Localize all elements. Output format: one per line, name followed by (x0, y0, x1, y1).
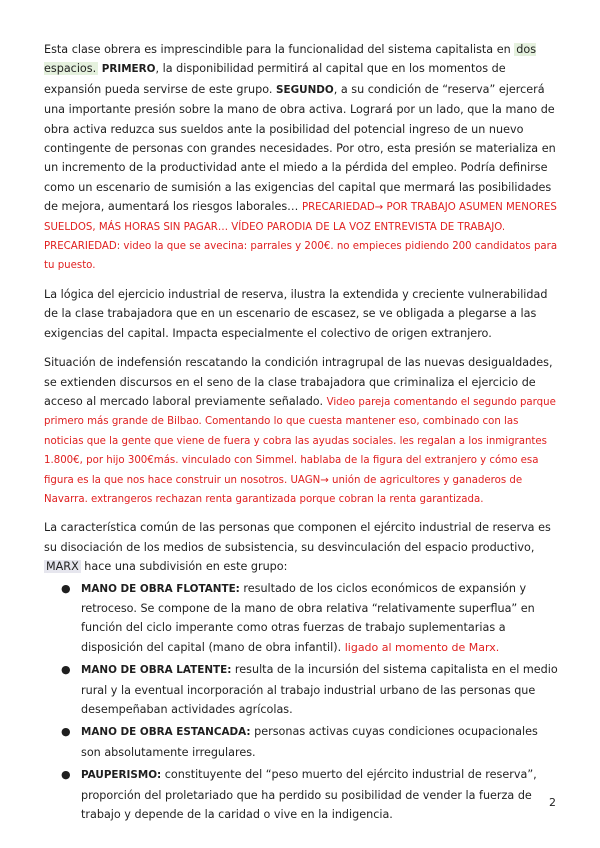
bullet-icon: ● (61, 725, 71, 739)
paragraph-text: hace una subdivisión en este grupo: (80, 560, 288, 574)
paragraph-text: , la disponibilidad permitirá al capital que en los momentos de expansión pueda servirse de este grupo. (44, 62, 506, 96)
highlighted-marx: MARX (46, 560, 79, 574)
bold-term-segundo: SEGUNDO (276, 83, 334, 96)
red-annotation: Video pareja comentando el segundo parque primero más grande de Bilbao. Comentando lo que cuesta mantener eso, combinado con las noticias que la gente que viene de fuera y cobra las ayudas sociales. les regalan a los inmigrantes 1.800€, por hijo 300€más. vinculado con Simmel. hablaba de la figura del extranjero y cómo esa figura es la que nos hace construir un nosotros. UAGN→ unión de agricultores y ganaderos de Navarra. extrangeros rechazan renta garantizada porque cobran la renta garantizada. (44, 396, 556, 505)
red-annotation: ligado al momento de Marx. (344, 640, 500, 654)
bullet-icon: ● (61, 768, 71, 782)
list-item-label: MANO DE OBRA FLOTANTE: (81, 582, 240, 595)
bullet-icon: ● (61, 663, 71, 677)
list-item (61, 579, 558, 658)
list-item-label: MANO DE OBRA ESTANCADA: (81, 726, 251, 739)
document-page (44, 40, 558, 827)
page-number: 2 (549, 796, 556, 809)
bold-term-primero: PRIMERO (101, 63, 156, 76)
subdivision-list (44, 579, 558, 825)
paragraph-text: Esta clase obrera es imprescindible para la funcionalidad del sistema capitalista en (44, 43, 515, 56)
paragraph-text: Situación de indefensión rescatando la condición intragrupal de las nuevas desigualdades, se extienden discursos en el seno de la clase trabajadora que criminaliza el ejercicio de acceso al mercado laboral previamente señalado. (44, 356, 553, 408)
list-item-text: constituyente del “peso muerto del ejército industrial de reserva”, proporción del proletariado que ha perdido su posibilidad de vender la fuerza de trabajo y depende de la caridad o vive en la indigencia. (81, 768, 537, 822)
list-item-label: PAUPERISMO: (81, 769, 162, 782)
highlighted-text: dos espacios. (44, 43, 537, 76)
list-item (61, 765, 558, 824)
list-item-label: MANO DE OBRA LATENTE: (81, 664, 232, 677)
list-item (61, 722, 558, 762)
paragraph-text: La característica común de las personas que componen el ejército industrial de reserva es su disociación de los medios de subsistencia, su desvinculación del espacio productivo, (44, 521, 551, 554)
list-item-text: personas activas cuyas condiciones ocupacionales son absolutamente irregulares. (81, 725, 538, 759)
paragraph-caracteristica-comun (44, 518, 558, 576)
bullet-icon: ● (61, 581, 71, 595)
red-annotation: PRECARIEDAD→ POR TRABAJO ASUMEN MENORES SUELDOS, MÁS HORAS SIN PAGAR… VÍDEO PARODIA DE LA VOZ ENTREVISTA DE TRABAJO. PRECARIEDAD: video la que se avecina: parrales y 200€. no empieces pidiendo 200 candidatos para tu puesto. (44, 202, 558, 272)
list-item-text: resulta de la incursión del sistema capitalista en el medio rural y la eventual incorporación al trabajo industrial urbano de las personas que desempeñaban actividades agrícolas. (81, 663, 558, 716)
paragraph-text: , a su condición de “reserva” ejercerá una importante presión sobre la mano de obra activa. Logrará por un lado, que la mano de obra activa reduzca sus sueldos ante la posibilidad del potencial ingreso de un nuevo contingente de personas con grandes necesidades. Por otro, esta presión se materializa en un incremento de la productividad ante el miedo a la pérdida del empleo. Podría definirse como un escenario de sumisión a las exigencias del capital que mermará las posibilidades de mejora, aumentará los riesgos laborales… (44, 82, 556, 214)
paragraph-indefension (44, 353, 558, 508)
paragraph-logica-ejercicio: La lógica del ejercicio industrial de reserva, ilustra la extendida y creciente vulnerabilidad de la clase trabajadora que en un escenario de escasez, se ve obligada a plegarse a las exigencias del capital. Impacta especialmente el colectivo de origen extranjero. (44, 287, 548, 340)
list-item-text: resultado de los ciclos económicos de expansión y retroceso. Se compone de la mano de obra relativa “relativamente superflua” en función del ciclo imperante como otras fuerzas de trabajo suplementarias a disposición del capital (mano de obra infantil). (81, 581, 535, 654)
paragraph-dos-espacios (44, 40, 558, 275)
list-item (61, 660, 558, 719)
